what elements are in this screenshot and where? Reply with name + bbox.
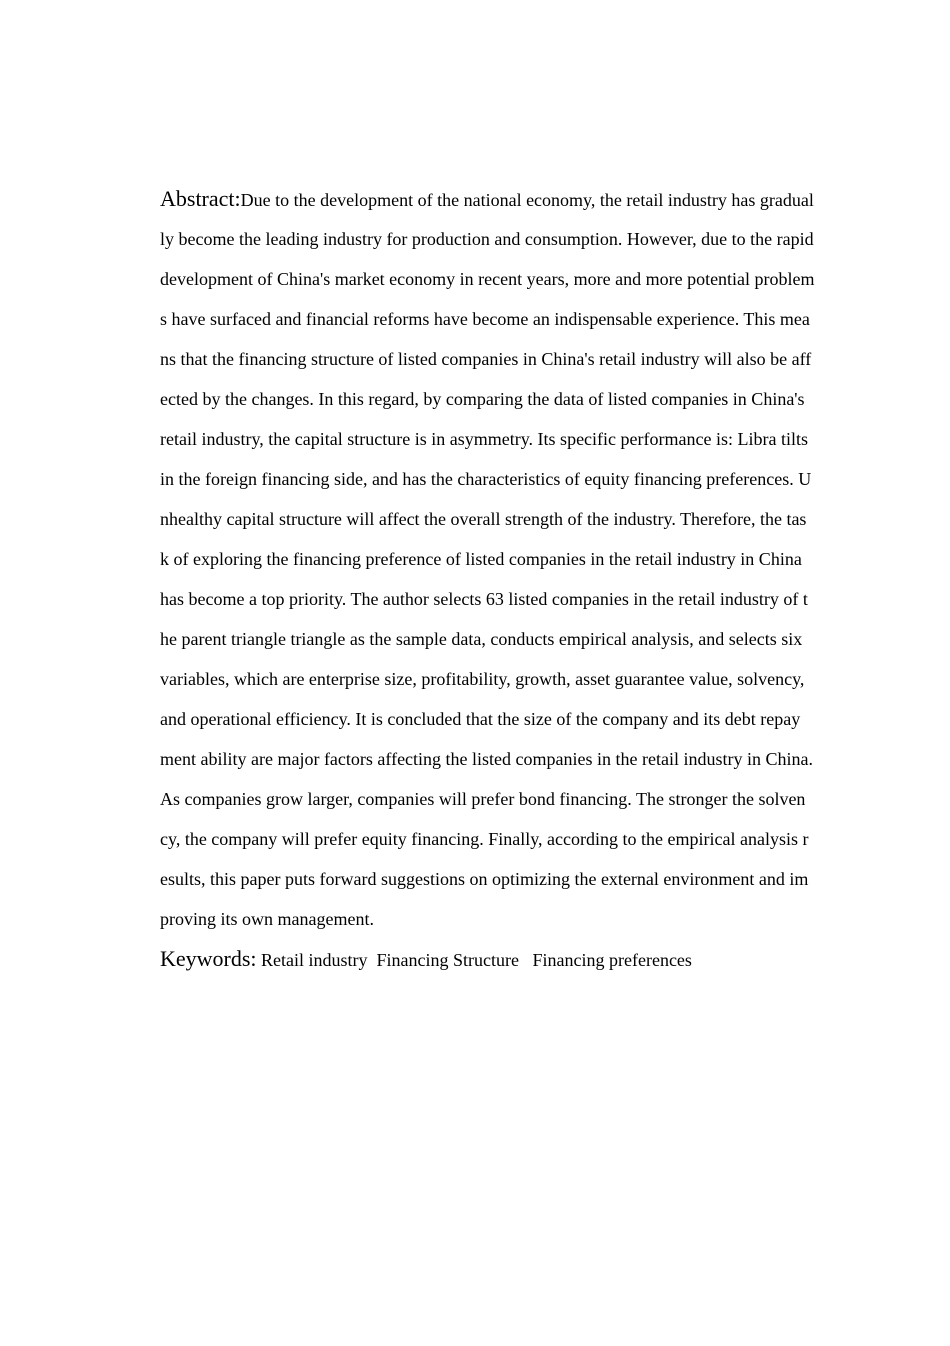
abstract-line: ected by the changes. In this regard, by comparing the data of listed companies in China's xyxy=(160,389,805,409)
abstract-line: and operational efficiency. It is concluded that the size of the company and its debt repay xyxy=(160,709,801,729)
abstract-line: proving its own management. xyxy=(160,909,374,929)
keywords-label: Keywords: xyxy=(160,946,257,971)
abstract-line: As companies grow larger, companies will prefer bond financing. The stronger the solven xyxy=(160,789,806,809)
abstract-line: he parent triangle triangle as the sample data, conducts empirical analysis, and selects six xyxy=(160,629,803,649)
abstract-line: cy, the company will prefer equity financing. Finally, according to the empirical analysis r xyxy=(160,829,809,849)
abstract-line: has become a top priority. The author selects 63 listed companies in the retail industry of t xyxy=(160,589,808,609)
abstract-line: retail industry, the capital structure is in asymmetry. Its specific performance is: Libra tilts xyxy=(160,429,808,449)
abstract-section xyxy=(160,179,858,979)
abstract-label: Abstract: xyxy=(160,186,241,211)
abstract-line: ly become the leading industry for production and consumption. However, due to the rapid xyxy=(160,229,814,249)
abstract-line: development of China's market economy in recent years, more and more potential problem xyxy=(160,269,815,289)
keywords-line xyxy=(160,939,858,979)
abstract-line: ns that the financing structure of listed companies in China's retail industry will also be aff xyxy=(160,349,812,369)
abstract-line: s have surfaced and financial reforms have become an indispensable experience. This mea xyxy=(160,309,810,329)
abstract-line: esults, this paper puts forward suggestions on optimizing the external environment and im xyxy=(160,869,809,889)
abstract-first-line xyxy=(160,179,858,219)
keywords-text: Retail industry Financing Structure Financing preferences xyxy=(256,950,692,970)
abstract-text: Due to the development of the national economy, the retail industry has gradual xyxy=(240,190,814,210)
abstract-line: variables, which are enterprise size, profitability, growth, asset guarantee value, solvency, xyxy=(160,669,805,689)
abstract-line: in the foreign financing side, and has the characteristics of equity financing preferences. U xyxy=(160,469,812,489)
abstract-line: ment ability are major factors affecting the listed companies in the retail industry in China. xyxy=(160,749,813,769)
abstract-line: nhealthy capital structure will affect the overall strength of the industry. Therefore, the tas xyxy=(160,509,807,529)
abstract-line: k of exploring the financing preference of listed companies in the retail industry in China xyxy=(160,549,802,569)
